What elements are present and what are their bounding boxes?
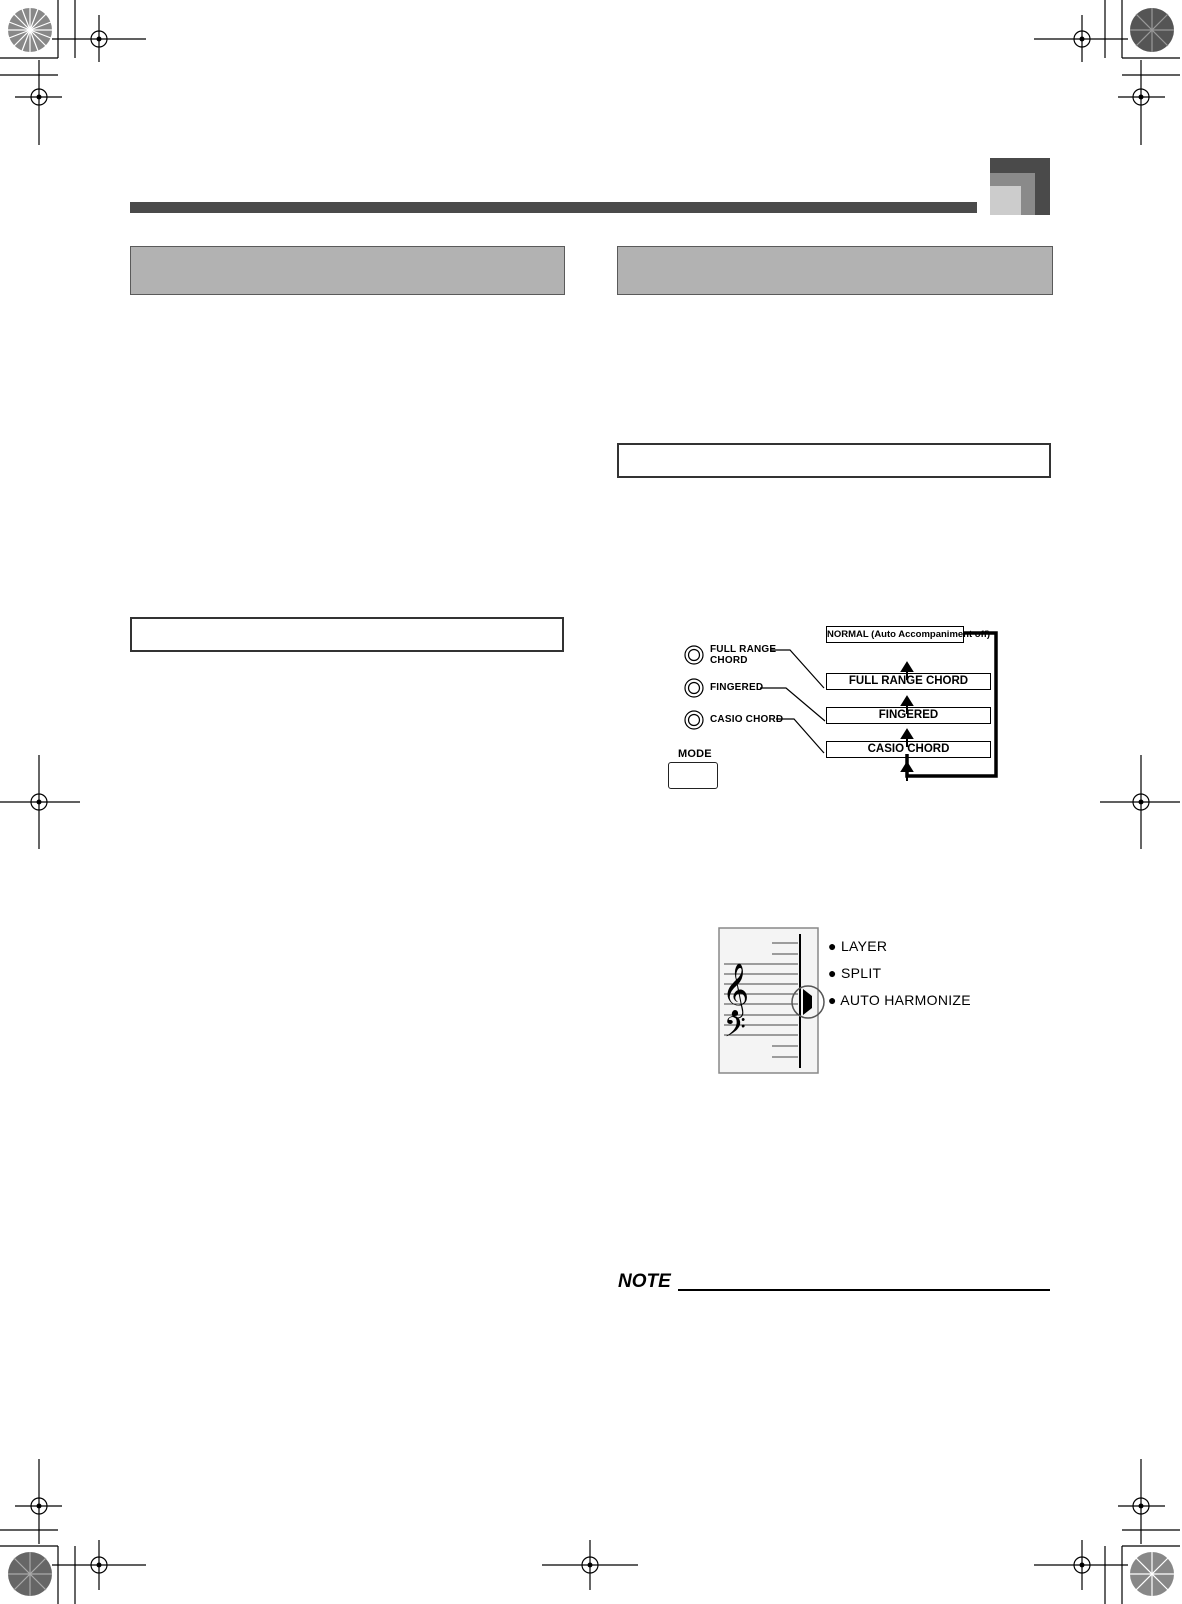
note-title: NOTE: [618, 1271, 671, 1292]
indicator-dot-icon: ●: [828, 992, 837, 1008]
indicator-split-label: SPLIT: [840, 965, 882, 981]
label-casio-chord: CASIO CHORD: [710, 714, 784, 725]
label-fingered: FINGERED: [710, 682, 764, 693]
header-bar: [130, 202, 977, 213]
display-indicator-diagram: [718, 924, 998, 1074]
left-subheading-box: [130, 617, 564, 652]
indicator-layer-row: [828, 938, 887, 954]
note-rule: [678, 1289, 1050, 1291]
indicator-dot-icon: ●: [828, 965, 837, 981]
indicator-layer-label: LAYER: [840, 938, 888, 954]
indicator-auto-harmonize-label: AUTO HARMONIZE: [840, 992, 971, 1008]
left-section-heading-box: [130, 246, 565, 295]
svg-text:𝄢: 𝄢: [724, 1011, 746, 1051]
indicator-auto-harmonize-row: [828, 992, 971, 1008]
label-mode: MODE: [678, 748, 712, 760]
box-full-range-chord: FULL RANGE CHORD: [826, 673, 991, 690]
box-casio-chord: CASIO CHORD: [826, 741, 991, 758]
label-full-range-chord-line2: CHORD: [710, 655, 748, 666]
label-full-range-chord: [710, 644, 776, 666]
box-normal: NORMAL (Auto Accompaniment off): [826, 626, 964, 643]
svg-text:𝄞: 𝄞: [722, 962, 750, 1016]
indicator-split-row: [828, 965, 881, 981]
label-full-range-chord-line1: FULL RANGE: [710, 644, 777, 655]
box-fingered: FINGERED: [826, 707, 991, 724]
mode-button[interactable]: [668, 762, 718, 789]
indicator-dot-icon: ●: [828, 938, 837, 954]
right-subheading-box: [617, 443, 1051, 478]
right-section-heading-box: [617, 246, 1053, 295]
mode-diagram: [680, 628, 1010, 792]
page-tab-decoration: [990, 158, 1052, 216]
staff-display-graphic: [718, 924, 822, 1074]
